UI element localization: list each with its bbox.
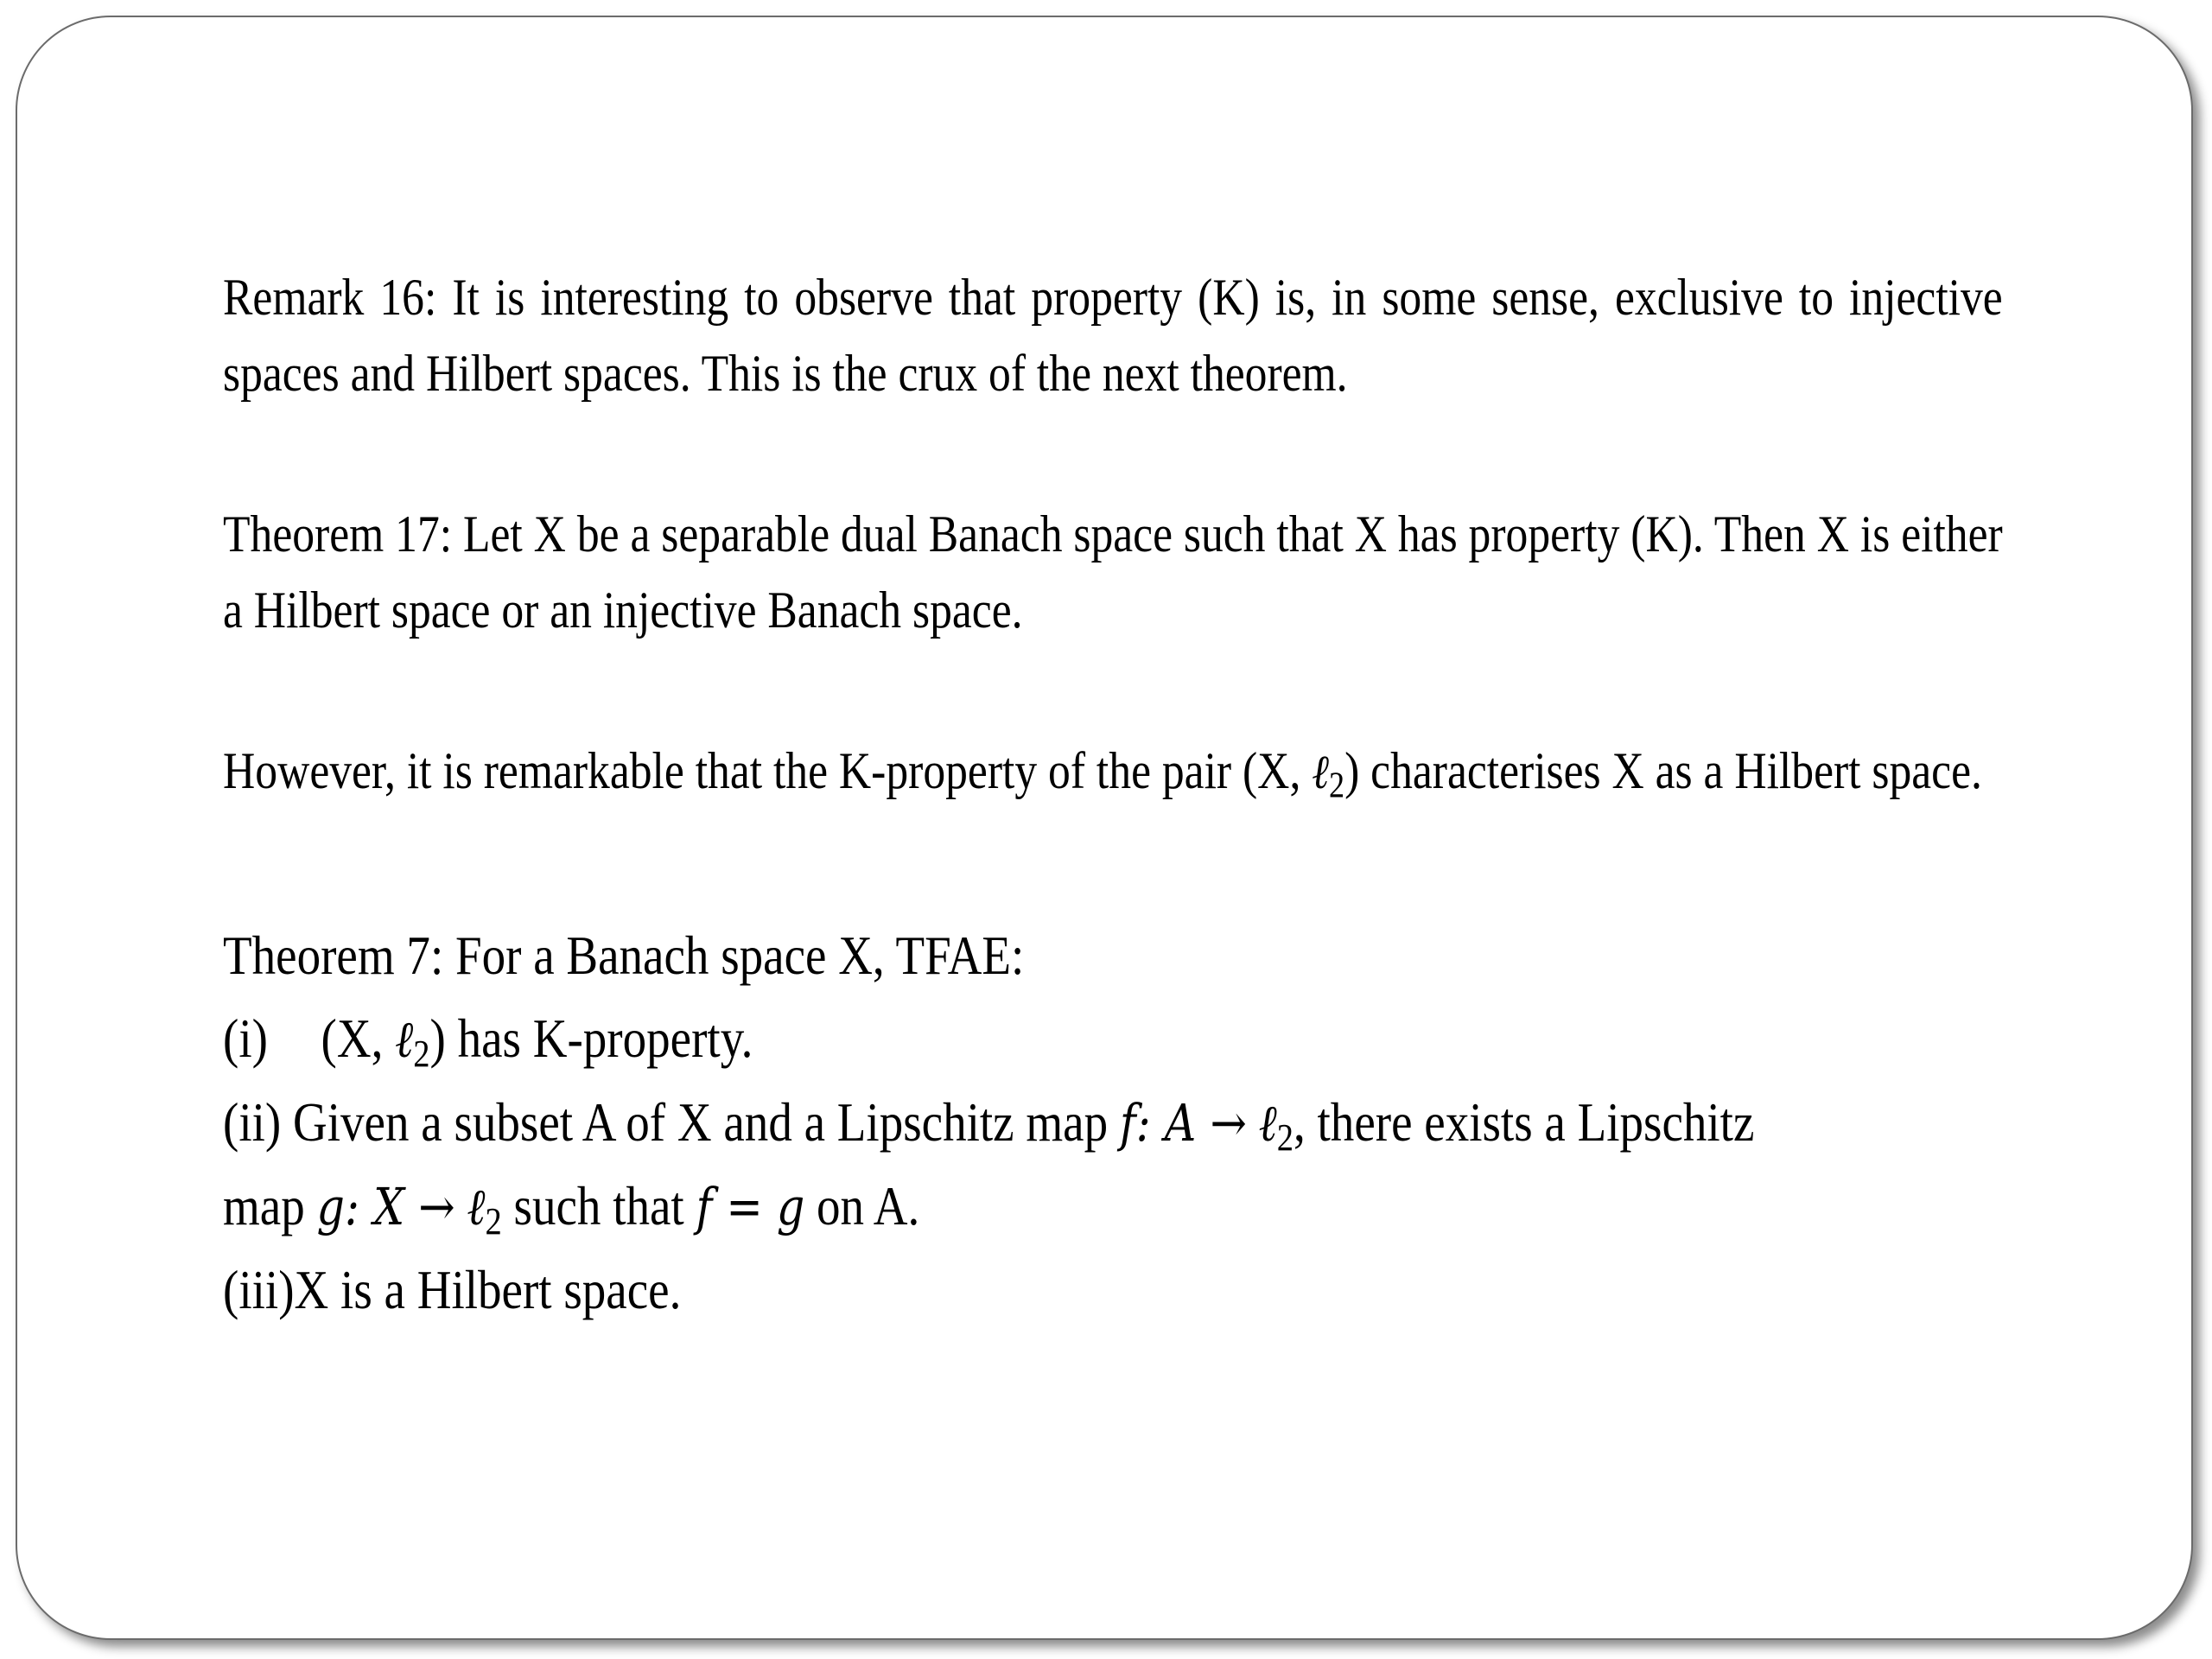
item-1-number: (i) — [223, 1007, 268, 1069]
item-2-number: (ii) — [223, 1091, 282, 1153]
item-2-text-mid: , there exists a Lipschitz — [1293, 1091, 1755, 1153]
ell-subscript: 2 — [1329, 766, 1345, 806]
theorem-7-item-2-line-2 — [223, 1165, 2003, 1249]
theorem-7-item-3 — [223, 1249, 2003, 1332]
item-2-ell-symbol: ℓ — [1258, 1093, 1277, 1153]
however-text-start: However, it is remarkable that the K-property of the pair (X, — [223, 742, 1313, 799]
item-2-ell-subscript: 2 — [1276, 1116, 1294, 1160]
item-2-line-2-start: map — [223, 1175, 317, 1236]
item-2-map-f: f: A → — [1119, 1093, 1247, 1153]
theorem-7-heading: Theorem 7: For a Banach space X, TFAE: — [223, 925, 1025, 986]
item-1-text-start: (X, — [321, 1007, 396, 1069]
slide-content — [223, 259, 2003, 1332]
theorem-7-block — [223, 914, 2003, 1332]
however-paragraph — [223, 733, 2003, 810]
ell-symbol: ℓ — [1312, 745, 1330, 800]
theorem-7-item-2-line-1 — [223, 1081, 2003, 1165]
theorem-7-item-1 — [223, 997, 2003, 1081]
item-3-text: X is a Hilbert space. — [294, 1259, 682, 1320]
item-1-ell-symbol: ℓ — [395, 1009, 414, 1069]
item-2-ell-symbol-2: ℓ — [467, 1177, 486, 1236]
item-2-ell-subscript-2: 2 — [485, 1199, 502, 1243]
item-2-text-start: Given a subset A of X and a Lipschitz map — [293, 1091, 1120, 1153]
item-1-text-end: ) has K-property. — [429, 1007, 753, 1069]
item-2-text-mid-2: such that — [501, 1175, 696, 1236]
item-2-equation: f = g — [696, 1177, 805, 1236]
remark-16-paragraph: Remark 16: It is interesting to observe that property (K) is, in some sense, exclusive to injective spaces and Hilbert spaces. This is the crux of the next theorem. — [223, 269, 2003, 402]
item-2-map-g: g: X → — [316, 1177, 455, 1236]
item-2-text-end: on A. — [804, 1175, 920, 1236]
however-text-end: ) characterises X as a Hilbert space. — [1344, 742, 1982, 799]
item-3-number: (iii) — [223, 1259, 295, 1320]
theorem-17-paragraph: Theorem 17: Let X be a separable dual Banach space such that X has property (K). Then X is either a Hilbert space or an injective Banach space. — [223, 505, 2003, 639]
item-1-ell-subscript: 2 — [413, 1032, 430, 1076]
